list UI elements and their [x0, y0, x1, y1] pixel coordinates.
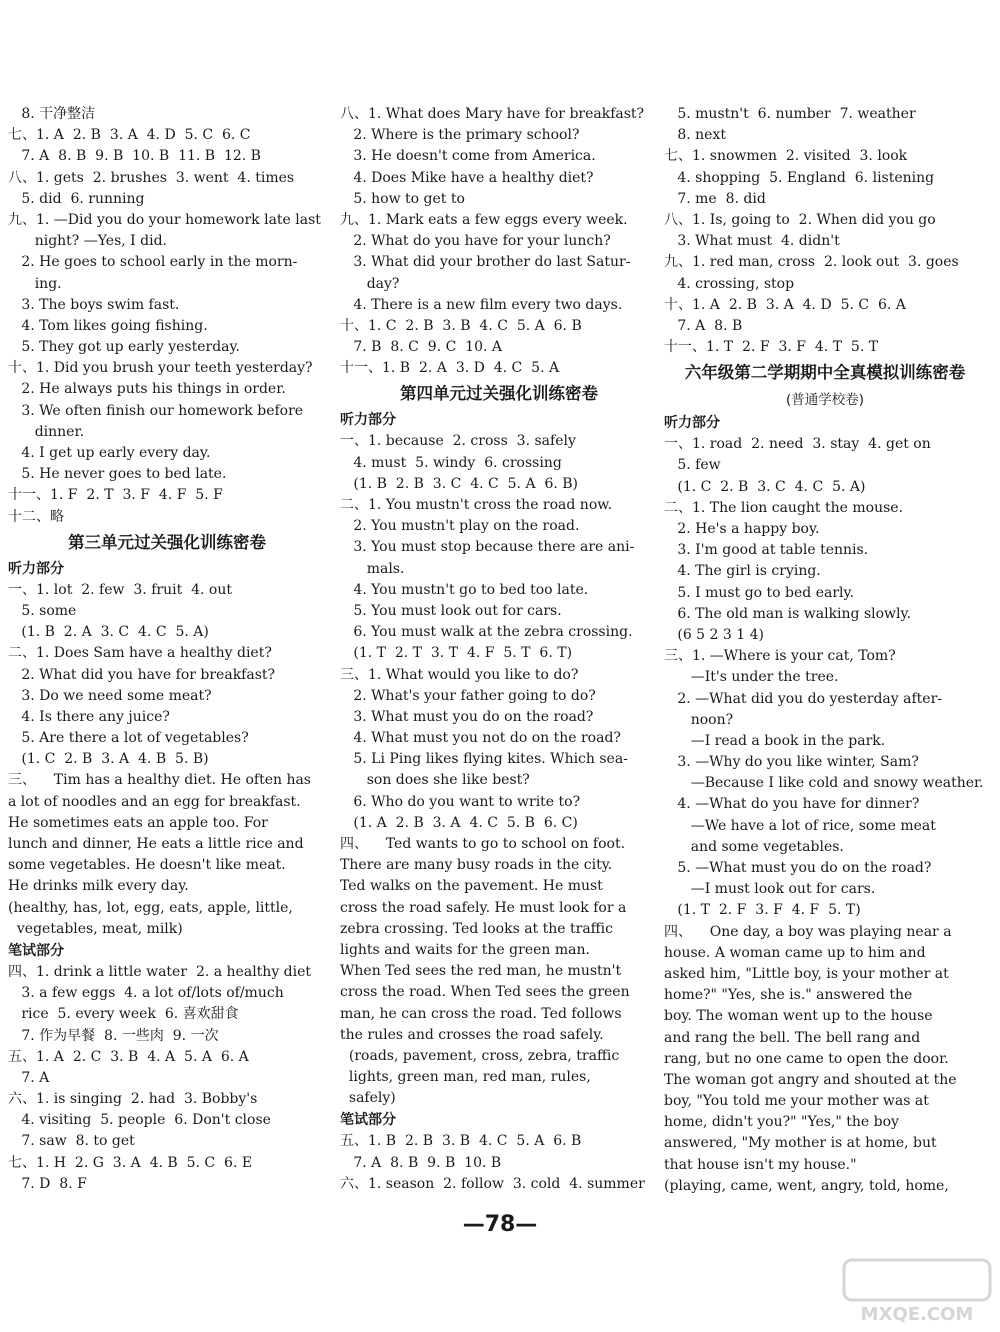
answer-line: 3. What must 4. didn't — [664, 233, 840, 250]
answer-line: 十二、略 — [8, 508, 64, 525]
answer-line: 十、1. A 2. B 3. A 4. D 5. C 6. A — [664, 296, 906, 313]
answer-line: There are many busy roads in the city. — [340, 857, 613, 874]
answer-line: night? —Yes, I did. — [8, 233, 167, 250]
answer-line: —It's under the tree. — [664, 669, 839, 686]
answer-line: day? — [340, 275, 400, 292]
answer-line: 4. crossing, stop — [664, 275, 795, 292]
answer-line: 5. I must go to bed early. — [664, 584, 854, 601]
answer-line: rang, but no one came to open the door. — [664, 1050, 949, 1067]
answer-line: 5. They got up early yesterday. — [8, 339, 241, 356]
section-title: 第三单元过关强化训练密卷 — [68, 532, 266, 552]
answer-line: asked him, "Little boy, is your mother at — [664, 965, 949, 982]
answer-line: boy. The woman went up to the house — [664, 1008, 933, 1025]
answer-line: answered, "My mother is at home, but — [664, 1135, 937, 1152]
part-heading: 听力部分 — [8, 560, 64, 577]
answer-line: the rules and crosses the road safely. — [340, 1026, 604, 1043]
answer-line: 2. Where is the primary school? — [340, 127, 580, 144]
answer-line: house. A woman came up to him and — [664, 944, 926, 961]
answer-line: The woman got angry and shouted at the — [664, 1071, 957, 1088]
answer-line: 4. The girl is crying. — [664, 563, 821, 580]
answer-line: 7. saw 8. to get — [8, 1133, 135, 1150]
answer-line: 三、 Tim has a healthy diet. He often has — [8, 772, 311, 789]
answer-line: He drinks milk every day. — [8, 878, 189, 895]
answer-line: 五、1. B 2. B 3. B 4. C 5. A 6. B — [340, 1133, 582, 1150]
answer-line: 六、1. season 2. follow 3. cold 4. summer — [340, 1175, 645, 1192]
answer-line: 二、1. Does Sam have a healthy diet? — [8, 645, 272, 662]
answer-line: 3. —Why do you like winter, Sam? — [664, 754, 919, 771]
answer-line: 7. me 8. did — [664, 190, 766, 207]
answer-line: 5. —What must you do on the road? — [664, 860, 932, 876]
answer-line: 4. I get up early every day. — [8, 445, 211, 461]
answer-line: 八、1. gets 2. brushes 3. went 4. times — [8, 169, 295, 186]
answer-line: 4. shopping 5. England 6. listening — [664, 169, 935, 186]
answer-line: 5. He never goes to bed late. — [8, 466, 227, 483]
answer-line: 九、1. Mark eats a few eggs every week. — [340, 211, 628, 228]
answer-line: son does she like best? — [340, 772, 530, 789]
answer-line: 三、1. What would you like to do? — [340, 666, 579, 683]
answer-line: (1. B 2. B 3. C 4. C 5. A 6. B) — [340, 475, 579, 492]
answer-line: 4. visiting 5. people 6. Don't close — [8, 1112, 271, 1129]
answer-line: lights and waits for the green man. — [340, 941, 590, 958]
answer-line: cross the road safely. He must look for a — [340, 899, 627, 916]
answer-line: zebra crossing. Ted looks at the traffic — [340, 920, 613, 937]
answer-line: 五、1. A 2. C 3. B 4. A 5. A 6. A — [8, 1048, 249, 1065]
answer-line: 3. The boys swim fast. — [8, 296, 180, 313]
answer-line: 九、1. red man, cross 2. look out 3. goes — [664, 254, 959, 271]
answer-line: 5. Are there a lot of vegetables? — [8, 730, 249, 747]
answer-line: He sometimes eats an apple too. For — [8, 814, 268, 831]
answer-line: 十一、1. T 2. F 3. F 4. T 5. T — [664, 339, 879, 356]
answer-line: 7. B 8. C 9. C 10. A — [340, 339, 503, 356]
answer-column-left — [8, 104, 326, 1195]
answer-line: 8. next — [664, 127, 726, 144]
answer-line: 四、 Ted wants to go to school on foot. — [340, 836, 626, 852]
answer-line: that house isn't my house." — [664, 1156, 857, 1173]
answer-line: (1. A 2. B 3. A 4. C 5. B 6. C) — [340, 814, 578, 831]
answer-line: 四、 One day, a boy was playing near a — [664, 923, 952, 940]
answer-line: 2. You mustn't play on the road. — [340, 518, 580, 535]
answer-line: 一、1. lot 2. few 3. fruit 4. out — [8, 581, 232, 598]
answer-line: 2. He's a happy boy. — [664, 521, 820, 537]
answer-line: —Because I like cold and snowy weather. — [664, 775, 984, 792]
answer-line: 七、1. A 2. B 3. A 4. D 5. C 6. C — [8, 127, 251, 144]
answer-line: 8. 干净整洁 — [8, 106, 96, 122]
answer-line: 2. He always puts his things in order. — [8, 381, 286, 398]
answer-line: dinner. — [8, 423, 85, 440]
answer-line: 6. The old man is walking slowly. — [664, 605, 912, 622]
answer-line: 4. must 5. windy 6. crossing — [340, 454, 562, 471]
answer-line: 十一、1. F 2. T 3. F 4. F 5. F — [8, 487, 223, 504]
answer-line: vegetables, meat, milk) — [8, 920, 183, 937]
answer-line: 2. —What did you do yesterday after- — [664, 690, 942, 707]
answer-line: (healthy, has, lot, egg, eats, apple, little, — [8, 899, 293, 916]
answer-line: 3. I'm good at table tennis. — [664, 542, 869, 559]
answer-line: man, he can cross the road. Ted follows — [340, 1005, 622, 1022]
answer-line: (1. C 2. B 3. C 4. C 5. A) — [664, 478, 866, 495]
answer-line: 一、1. road 2. need 3. stay 4. get on — [664, 436, 931, 453]
part-heading: 听力部分 — [340, 412, 396, 429]
answer-line: boy, "You told me your mother was at — [664, 1093, 929, 1110]
answer-line: (roads, pavement, cross, zebra, traffic — [340, 1047, 620, 1064]
answer-line: 六、1. is singing 2. had 3. Bobby's — [8, 1091, 258, 1108]
answer-column-right — [664, 104, 986, 1197]
answer-line: 3. Do we need some meat? — [8, 687, 212, 704]
section-subtitle: (普通学校卷) — [785, 392, 865, 409]
answer-line: 5. some — [8, 602, 77, 619]
answer-line: 一、1. because 2. cross 3. safely — [340, 433, 576, 450]
answer-line: mals. — [340, 560, 405, 577]
answer-line: 3. a few eggs 4. a lot of/lots of/much — [8, 985, 284, 1002]
answer-line: some vegetables. He doesn't like meat. — [8, 857, 286, 874]
answer-line: 5. did 6. running — [8, 190, 145, 207]
answer-line: and some vegetables. — [664, 838, 844, 855]
part-heading: 听力部分 — [664, 415, 720, 432]
answer-line: 4. Tom likes going fishing. — [8, 317, 208, 334]
answer-line: noon? — [664, 711, 734, 728]
answer-line: —I read a book in the park. — [664, 732, 886, 749]
answer-line: —We have a lot of rice, some meat — [664, 817, 936, 834]
answer-line: 6. You must walk at the zebra crossing. — [340, 624, 633, 641]
section-title: 六年级第二学期期中全真模拟训练密卷 — [684, 363, 966, 383]
answer-line: 3. What did your brother do last Satur- — [340, 254, 631, 271]
answer-line: 7. A 8. B 9. B 10. B 11. B 12. B — [8, 148, 261, 165]
part-heading: 笔试部分 — [8, 942, 64, 959]
answer-line: 5. Li Ping likes flying kites. Which sea- — [340, 751, 628, 768]
answer-line: When Ted sees the red man, he mustn't — [340, 963, 622, 980]
answer-line: home, didn't you?" "Yes," the boy — [664, 1114, 899, 1131]
answer-line: 7. A 8. B 9. B 10. B — [340, 1154, 502, 1171]
answer-line: lunch and dinner, He eats a little rice and — [8, 836, 304, 852]
answer-line: 四、1. drink a little water 2. a healthy diet — [8, 963, 312, 980]
answer-line: 八、1. What does Mary have for breakfast? — [340, 106, 645, 122]
answer-line: 2. What did you have for breakfast? — [8, 666, 276, 683]
answer-line: 七、1. H 2. G 3. A 4. B 5. C 6. E — [8, 1154, 253, 1171]
answer-line: 4. Does Mike have a healthy diet? — [340, 169, 594, 186]
answer-line: 7. 作为早餐 8. 一些肉 9. 一次 — [8, 1027, 219, 1044]
answer-line: and rang the bell. The bell rang and — [664, 1029, 921, 1046]
answer-line: 5. how to get to — [340, 190, 465, 207]
answer-line: lights, green man, red man, rules, — [340, 1069, 591, 1086]
answer-line: ing. — [8, 275, 62, 292]
answer-line: 2. He goes to school early in the morn- — [8, 254, 298, 271]
answer-line: 4. Is there any juice? — [8, 708, 170, 725]
svg-text:MXQE.COM: MXQE.COM — [860, 1304, 974, 1325]
answer-line: 5. mustn't 6. number 7. weather — [664, 106, 916, 122]
answer-line: 7. A 8. B — [664, 317, 743, 334]
answer-line: 2. What's your father going to do? — [340, 687, 596, 704]
section-title: 第四单元过关强化训练密卷 — [400, 384, 598, 404]
answer-column-middle — [340, 104, 658, 1195]
answer-line: 3. We often finish our homework before — [8, 402, 304, 419]
answer-line: 十、1. C 2. B 3. B 4. C 5. A 6. B — [340, 317, 582, 334]
answer-line: 2. What do you have for your lunch? — [340, 233, 611, 250]
answer-line: home?" "Yes, she is." answered the — [664, 987, 913, 1004]
answer-line: safely) — [340, 1090, 396, 1107]
answer-line: 三、1. —Where is your cat, Tom? — [664, 648, 896, 665]
answer-line: 七、1. snowmen 2. visited 3. look — [664, 148, 908, 165]
answer-line: 4. You mustn't go to bed too late. — [340, 581, 589, 598]
answer-line: 4. —What do you have for dinner? — [664, 796, 920, 813]
answer-line: 3. You must stop because there are ani- — [340, 539, 635, 556]
answer-line: 7. D 8. F — [8, 1175, 87, 1192]
answer-line: 八、1. Is, going to 2. When did you go — [664, 211, 936, 228]
answer-line: 十一、1. B 2. A 3. D 4. C 5. A — [340, 360, 560, 377]
answer-line: 十、1. Did you brush your teeth yesterday? — [8, 360, 313, 377]
part-heading: 笔试部分 — [340, 1112, 396, 1129]
answer-line: (playing, came, went, angry, told, home, — [664, 1177, 949, 1194]
answer-line: 4. There is a new film every two days. — [340, 296, 623, 313]
answer-line: 4. What must you not do on the road? — [340, 730, 621, 747]
answer-line: 6. Who do you want to write to? — [340, 793, 581, 810]
answer-line: 二、1. The lion caught the mouse. — [664, 499, 904, 516]
answer-line: (1. T 2. F 3. F 4. F 5. T) — [664, 902, 861, 919]
answer-line: 7. A — [8, 1069, 50, 1086]
watermark-logo — [842, 1258, 992, 1328]
answer-line: 九、1. —Did you do your homework late last — [8, 211, 321, 228]
answer-line: 3. What must you do on the road? — [340, 708, 594, 725]
answer-line: —I must look out for cars. — [664, 881, 876, 898]
answer-line: 二、1. You mustn't cross the road now. — [340, 497, 613, 513]
page-number: —78— — [462, 1212, 538, 1237]
answer-line: 5. few — [664, 457, 721, 474]
answer-line: cross the road. When Ted sees the green — [340, 984, 630, 1001]
answer-line: a lot of noodles and an egg for breakfast. — [8, 793, 301, 810]
answer-line: Ted walks on the pavement. He must — [340, 878, 603, 895]
answer-line: (1. C 2. B 3. A 4. B 5. B) — [8, 751, 209, 768]
answer-line: 5. You must look out for cars. — [340, 602, 562, 619]
answer-line: rice 5. every week 6. 喜欢甜食 — [8, 1006, 239, 1023]
answer-line: (1. T 2. T 3. T 4. F 5. T 6. T) — [340, 645, 573, 662]
answer-line: 3. He doesn't come from America. — [340, 148, 596, 165]
answer-line: (6 5 2 3 1 4) — [664, 626, 764, 643]
answer-line: (1. B 2. A 3. C 4. C 5. A) — [8, 624, 209, 641]
